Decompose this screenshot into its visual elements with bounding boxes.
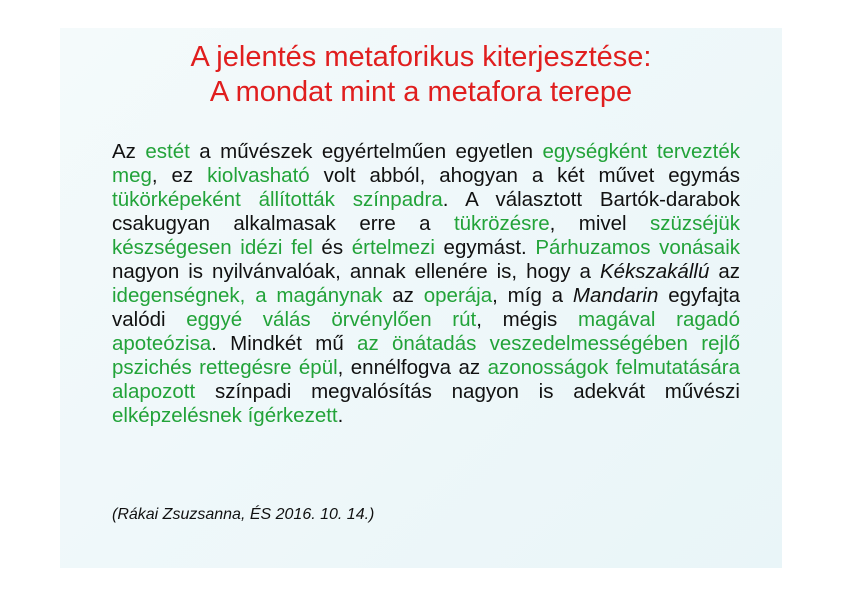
- text-segment: . A választott Bartók-darabok csakugyan alkalmasak erre a: [112, 188, 740, 235]
- highlighted-phrase: magával ragadó apoteózisa: [112, 308, 740, 355]
- text-segment: egymást.: [434, 236, 536, 259]
- text-segment: nagyon is nyilvánvalóak, annak ellenére is, hogy a: [112, 260, 600, 283]
- italic-title: Kékszakállú: [599, 260, 710, 283]
- text-segment: . Mindkét mű: [211, 332, 358, 355]
- highlighted-phrase: azonosságok felmutatására: [487, 356, 740, 379]
- italic-title: Mandarin: [572, 284, 659, 307]
- text-segment: , míg a: [492, 284, 573, 307]
- quote-paragraph: [112, 140, 740, 428]
- text-segment: volt abból, ahogyan a két művet egymás: [309, 164, 740, 187]
- highlighted-phrase: tükrözésre: [453, 212, 550, 235]
- highlighted-phrase: estét: [145, 140, 190, 163]
- highlighted-phrase: egységként tervezték meg: [112, 140, 740, 187]
- quote-body: [112, 140, 740, 428]
- text-segment: , ez: [151, 164, 208, 187]
- highlighted-phrase: szüzséjük készségesen idézi fel: [112, 212, 740, 259]
- highlighted-phrase: értelmezi: [351, 236, 435, 259]
- highlighted-phrase: kiolvasható: [207, 164, 310, 187]
- highlighted-phrase: eggyé válás örvénylően rút: [186, 308, 477, 331]
- text-segment: , mivel: [549, 212, 650, 235]
- text-segment: .: [337, 404, 344, 427]
- text-segment: egyfajta valódi: [112, 284, 741, 331]
- text-segment: , ennélfogva az: [337, 356, 488, 379]
- text-segment: az: [382, 284, 424, 307]
- text-segment: az: [709, 260, 740, 283]
- highlighted-phrase: operája: [423, 284, 493, 307]
- text-segment: színpadi megvalósítás nagyon is adekvát művészi: [195, 380, 740, 403]
- highlighted-phrase: alapozott: [112, 380, 196, 403]
- slide-title: [0, 40, 842, 110]
- title-line-2: A mondat mint a metafora terepe: [209, 76, 633, 108]
- highlighted-phrase: Párhuzamos vonásaik: [535, 236, 740, 259]
- text-segment: a művészek egyértelműen egyetlen: [189, 140, 543, 163]
- text-segment: , mégis: [476, 308, 578, 331]
- highlighted-phrase: idegenségnek, a magánynak: [112, 284, 383, 307]
- text-segment: és: [312, 236, 352, 259]
- highlighted-phrase: az önátadás veszedelmességében rejlő pszichés rettegésre épül: [112, 332, 740, 379]
- citation: (Rákai Zsuzsanna, ÉS 2016. 10. 14.): [112, 506, 375, 523]
- text-segment: Az: [112, 140, 146, 163]
- title-line-1: A jelentés metaforikus kiterjesztése:: [190, 41, 652, 73]
- highlighted-phrase: tükörképeként állították színpadra: [112, 188, 443, 211]
- highlighted-phrase: elképzelésnek ígérkezett: [112, 404, 338, 427]
